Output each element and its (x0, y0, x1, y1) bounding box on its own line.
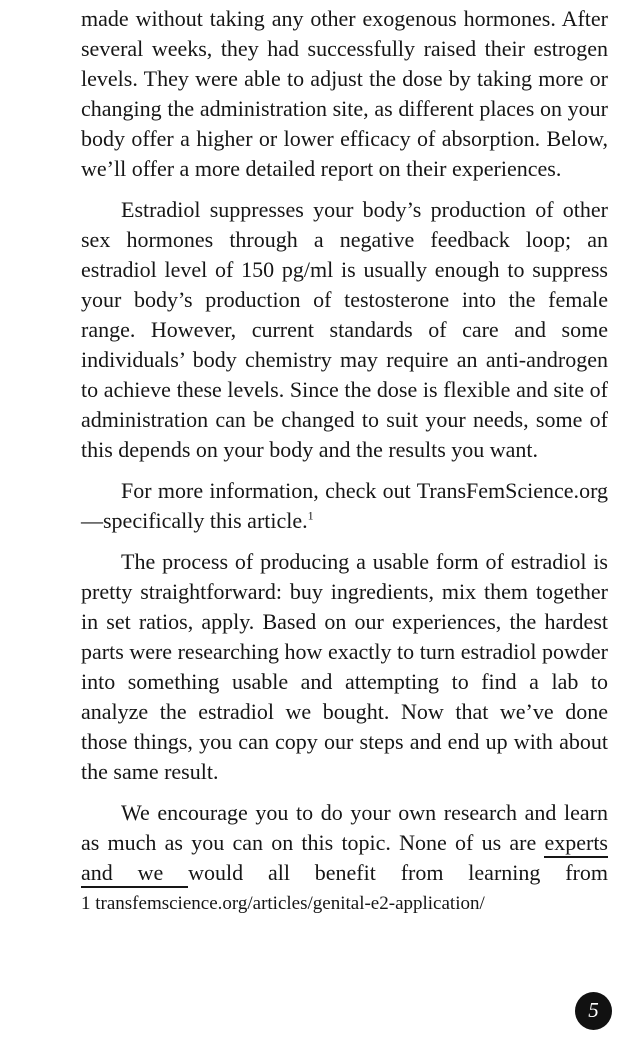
sentence-part-after-wrap: org—specifically this article. (81, 478, 608, 533)
page-number-badge (575, 992, 612, 1030)
paragraph-encouragement (81, 798, 608, 888)
paragraph-continuation: made without taking any other exogenous hormones. After several weeks, they had successfully raised their estrogen levels. They were able to adjust the dose by taking more or changing the administration site, as different places on your body offer a higher or lower efficacy of absorption. Below, we’ll offer a more detailed report on their experiences. (81, 6, 608, 181)
footnote-url: 1 transfemscience.org/articles/genital-e2-application/ (81, 893, 485, 914)
underlined-text: experts and we (81, 830, 608, 888)
paragraph-estradiol-suppression: Estradiol suppresses your body’s production of other sex hormones through a negative feedback loop; an estradiol level of 150 pg/ml is usually enough to suppress your body’s production of testosterone into the female range. However, current standards of care and some individuals’ body chemistry may require an anti-androgen to achieve these levels. Since the dose is flexible and site of administration can be changed to suit your needs, some of this depends on your body and the results you want. (81, 197, 608, 462)
page-number: 5 (588, 997, 599, 1022)
sentence-part: We encourage you to do your own research and learn as much as you can on this topic. None of us are (81, 800, 608, 855)
sentence-part: would all benefit from learning from (188, 860, 608, 885)
paragraph-production-process: The process of producing a usable form of estradiol is pretty straightforward: buy ingredients, mix them together in set ratios, apply. Based on our experiences, the hardest parts were researching how exactly to turn estradiol powder into something usable and attempting to find a lab to analyze the estradiol we bought. Now that we’ve done those things, you can copy our steps and end up with about the same result. (81, 549, 608, 784)
footnote-reference-superscript: 1 (307, 508, 314, 523)
paragraph-more-information (81, 476, 608, 536)
sentence-part-before-wrap: For more information, check out TransFemScience. (121, 478, 580, 503)
